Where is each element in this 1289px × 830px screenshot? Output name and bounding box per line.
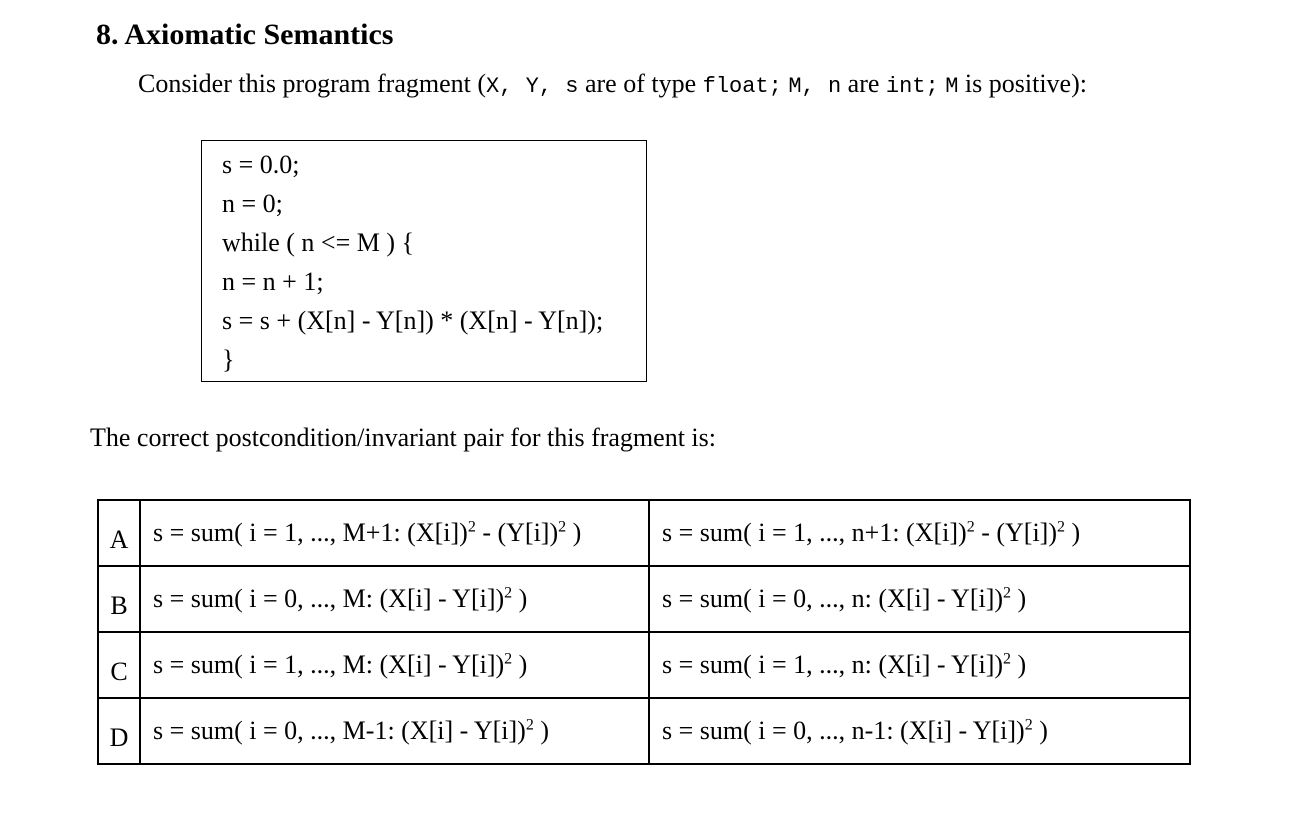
option-row-d: [98, 698, 1190, 764]
intro-text-2: are of type: [578, 69, 703, 98]
code-line: n = 0;: [222, 189, 283, 218]
intro-code-1: X, Y, s: [486, 74, 579, 99]
option-row-a: [98, 500, 1190, 566]
code-line: while ( n <= M ) {: [222, 228, 415, 257]
intro-text-6: is positive):: [958, 69, 1087, 98]
option-row-c: [98, 632, 1190, 698]
option-postcondition: s = sum( i = 1, ..., M: (X[i] - Y[i])$^2$ ): [140, 632, 649, 698]
option-letter: C: [98, 632, 140, 698]
option-invariant: s = sum( i = 0, ..., n-1: (X[i] - Y[i])$^2$ ): [649, 698, 1190, 764]
intro-code-5: M: [945, 74, 959, 99]
code-line: s = 0.0;: [222, 150, 300, 179]
intro-text: [138, 66, 1087, 105]
code-line: s = s + (X[n] - Y[n]) * (X[n] - Y[n]);: [222, 306, 604, 335]
intro-text-1: Consider this program fragment (: [138, 69, 487, 98]
code-line: }: [222, 345, 235, 374]
option-invariant: s = sum( i = 1, ..., n: (X[i] - Y[i])$^2$ ): [649, 632, 1190, 698]
option-letter: D: [98, 698, 140, 764]
code-box: [201, 140, 647, 382]
option-letter: B: [98, 566, 140, 632]
options-table: [97, 499, 1191, 765]
intro-text-4: are: [841, 69, 886, 98]
option-invariant: s = sum( i = 0, ..., n: (X[i] - Y[i])$^2$ ): [649, 566, 1190, 632]
option-postcondition: s = sum( i = 0, ..., M-1: (X[i] - Y[i])$^2$ ): [140, 698, 649, 764]
question-text: The correct postcondition/invariant pair for this fragment is:: [90, 423, 716, 452]
option-invariant: s = sum( i = 1, ..., n+1: $(X[i])^2 - (Y[i])^2$ ): [649, 500, 1190, 566]
option-postcondition: s = sum( i = 0, ..., M: (X[i] - Y[i])$^2$ ): [140, 566, 649, 632]
option-postcondition: s = sum( i = 1, ..., M+1: $(X[i])^2 - (Y[i])^2$ ): [140, 500, 649, 566]
code-line: n = n + 1;: [222, 267, 324, 296]
intro-code-4: int;: [885, 74, 939, 99]
option-letter: A: [98, 500, 140, 566]
intro-code-3: M, n: [788, 74, 842, 99]
option-row-b: [98, 566, 1190, 632]
intro-code-2: float;: [702, 74, 782, 99]
section-heading: 8. Axiomatic Semantics: [96, 18, 394, 51]
